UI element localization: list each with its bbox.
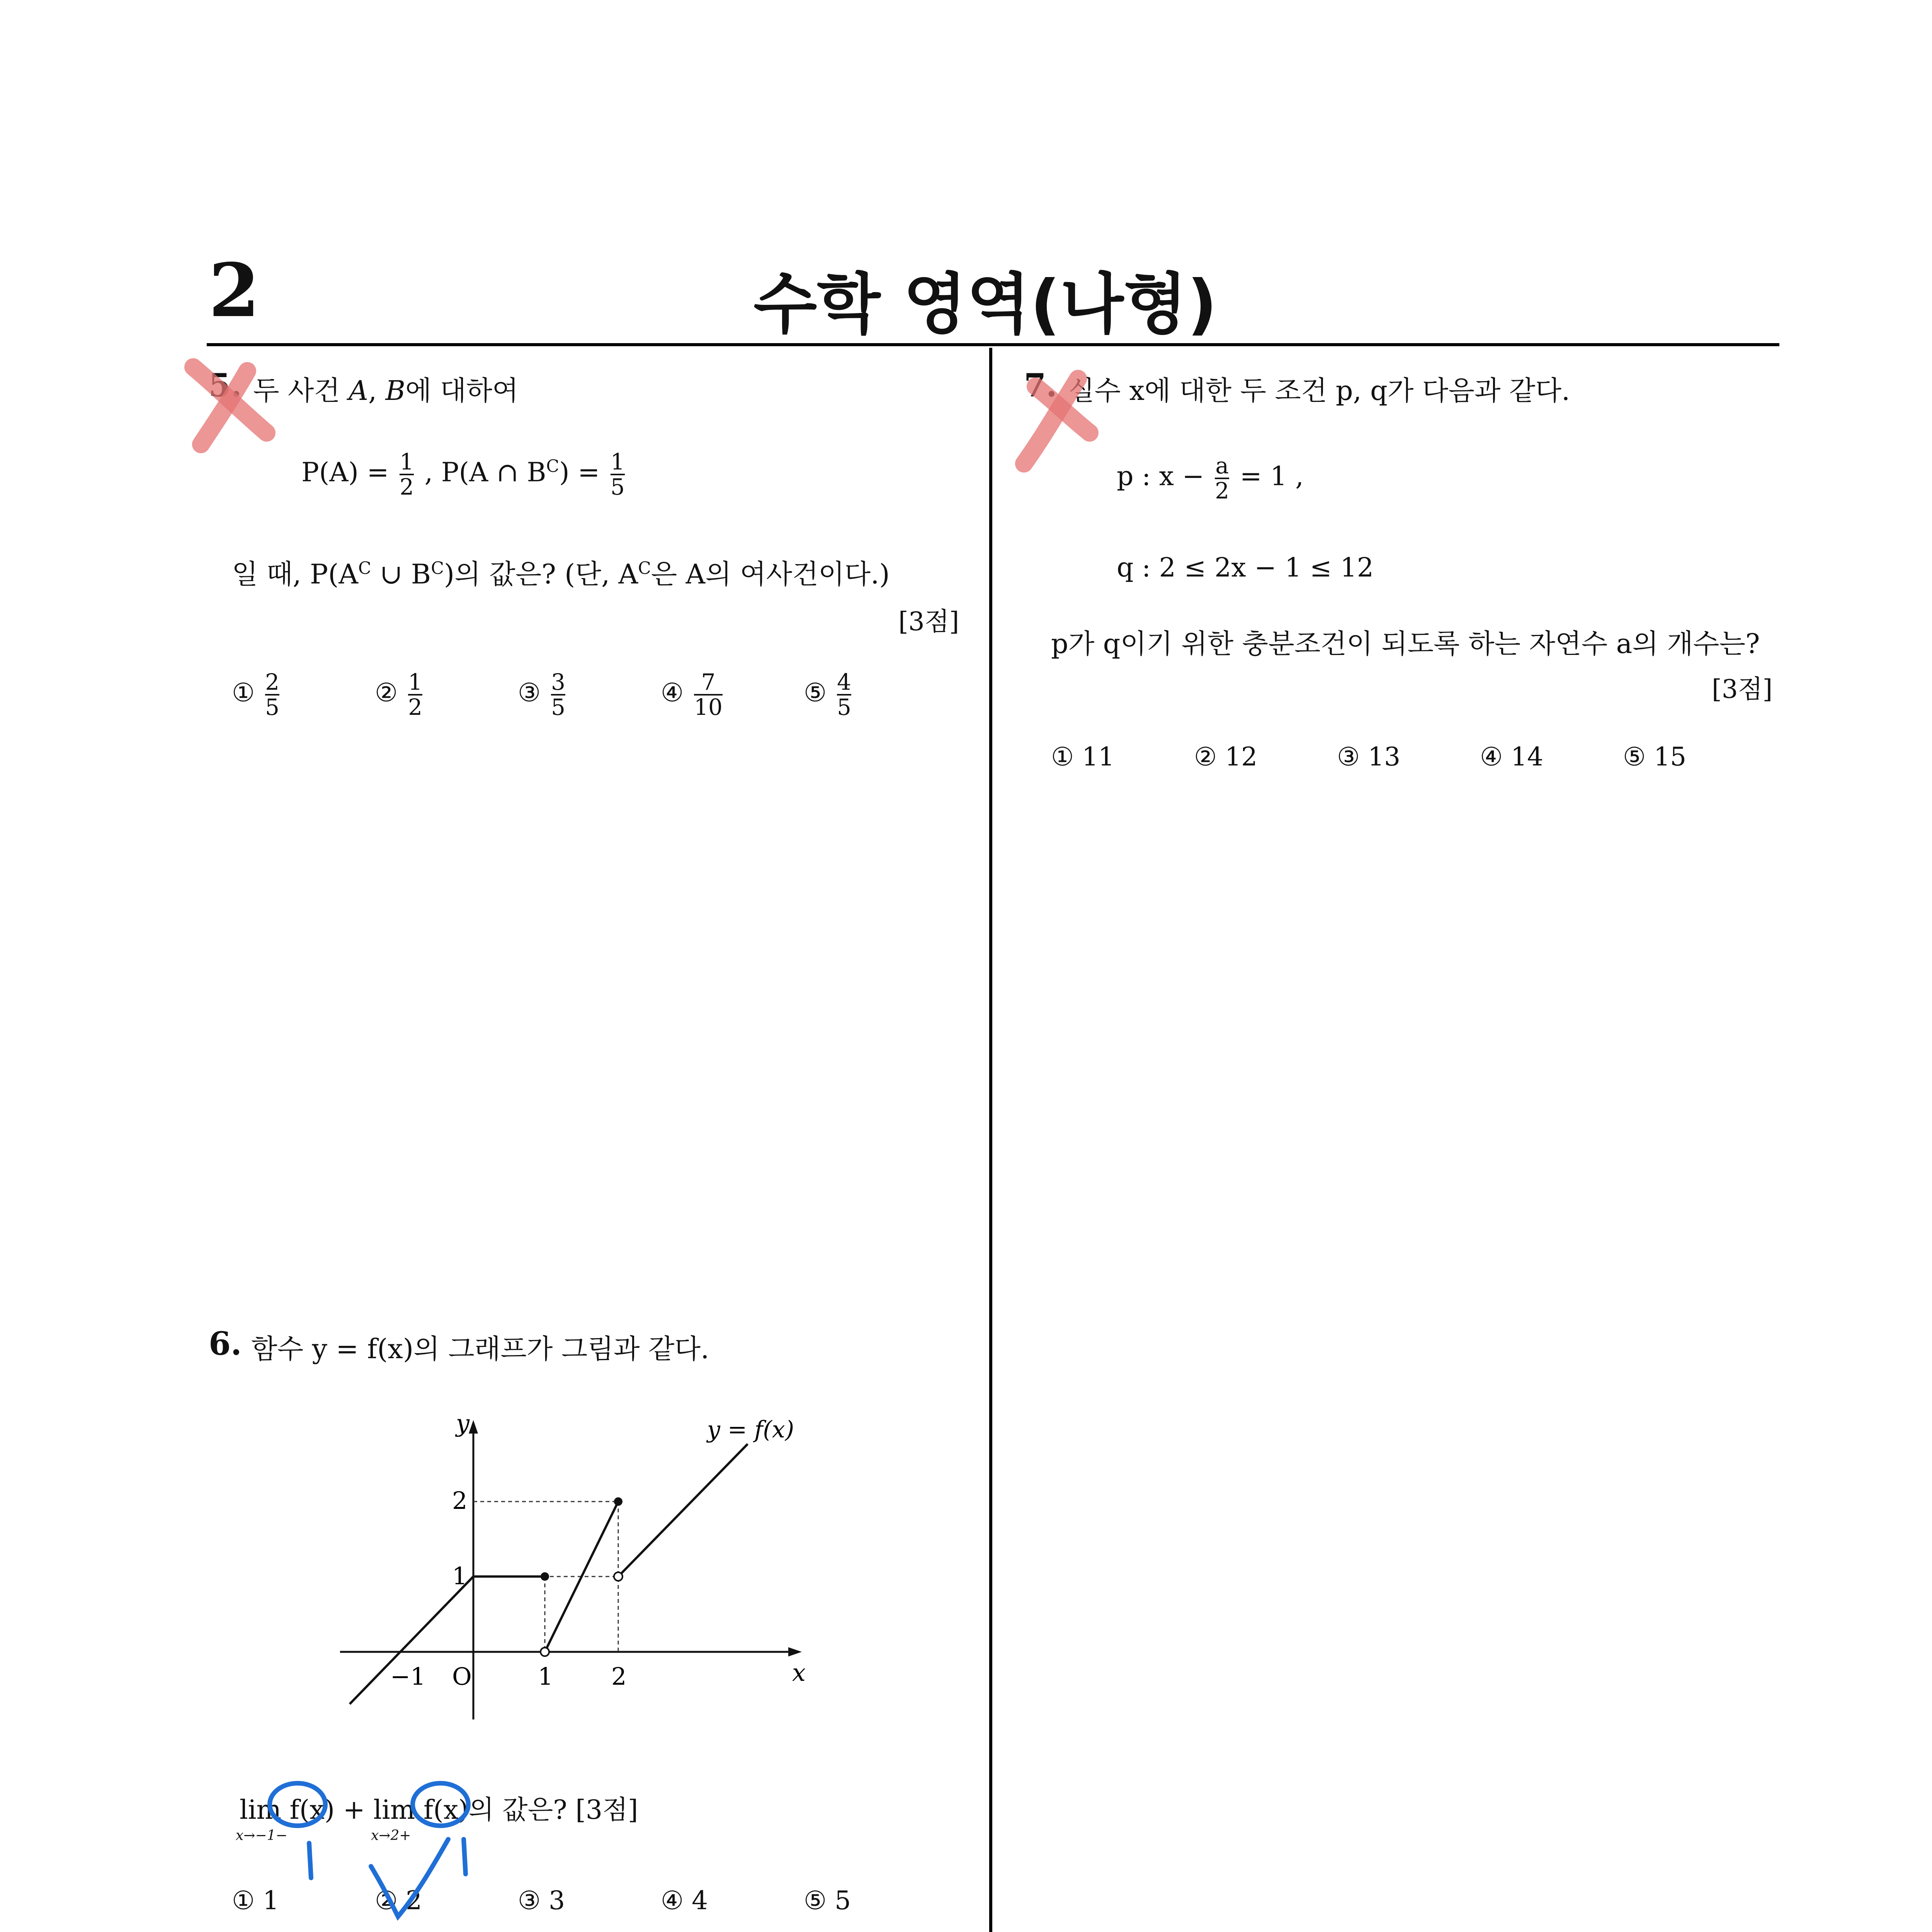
q5-choice-3[interactable]: ③ $\frac{3}{5}$ (518, 669, 566, 720)
q6-blue-annotations (270, 1783, 468, 1917)
q7-choice-1[interactable]: ① 11 (1051, 742, 1115, 772)
origin-label: O (452, 1662, 472, 1690)
q7-red-x-mark (1024, 379, 1090, 464)
q5-choice-5[interactable]: ⑤ $\frac{4}{5}$ (804, 669, 852, 720)
page-number: 2 (209, 247, 260, 333)
circle-mark-left (270, 1783, 325, 1826)
y-tick-1: 1 (452, 1562, 468, 1590)
exam-title: 수학 영역(나형) (753, 266, 1217, 343)
y-axis-label: y (456, 1414, 470, 1437)
limit-left-sub: x→−1− (236, 1828, 287, 1844)
q6-choice-3[interactable]: ③ 3 (518, 1886, 565, 1915)
q5-intro: 두 사건 A, B에 대하여 (253, 375, 519, 406)
q6-choice-2[interactable]: ② 2 (375, 1886, 422, 1915)
x-tick-2: 2 (611, 1662, 627, 1690)
x-tick-1: 1 (538, 1662, 553, 1690)
q6-number: 6. (209, 1325, 242, 1362)
q7-intro: 실수 x에 대한 두 조건 p, q가 다음과 같다. (1068, 375, 1570, 406)
tally-right (464, 1839, 466, 1874)
q7-condition-p: p : x − $\frac{a}{2}$ = 1 , (1117, 452, 1304, 504)
q5-choice-4[interactable]: ④ $\frac{7}{10}$ (661, 669, 723, 720)
q6-intro: 함수 y = f(x)의 그래프가 그림과 같다. (251, 1333, 709, 1365)
q7-choice-5[interactable]: ⑤ 15 (1623, 742, 1687, 772)
y-tick-2: 2 (452, 1486, 468, 1515)
q5-points: [3점] (898, 607, 959, 636)
q5-number: 5. (209, 367, 242, 404)
q6-choice-1[interactable]: ① 1 (232, 1886, 279, 1915)
curve-label: y = f(x) (707, 1416, 794, 1443)
q6-choice-4[interactable]: ④ 4 (661, 1886, 708, 1915)
limit-right: lim f(x) (373, 1795, 469, 1825)
tally-left (309, 1843, 311, 1878)
q5-question: 일 때, $P(A^C$ ∪ $B^C$)의 값은? (단, $A^C$은 A의 여사건이다.) (232, 558, 890, 590)
q7-condition-q: q : 2 ≤ 2x − 1 ≤ 12 (1117, 553, 1374, 583)
q5-red-x-mark (193, 367, 267, 444)
q7-number: 7. (1024, 367, 1057, 404)
limit-right-sub: x→2+ (371, 1828, 411, 1844)
q6-choice-5[interactable]: ⑤ 5 (804, 1886, 851, 1915)
q7-choice-3[interactable]: ③ 13 (1337, 742, 1401, 772)
x-tick-neg1: −1 (390, 1662, 426, 1690)
check-mark-icon (371, 1839, 448, 1917)
q5-choice-1[interactable]: ① $\frac{2}{5}$ (232, 669, 280, 720)
q7-question: p가 q이기 위한 충분조건이 되도록 하는 자연수 a의 개수는? (1051, 628, 1760, 660)
q5-given: P(A) = $\frac{1}{2}$ , P(A ∩ $B^C$) = $\frac{1}{5}$ (301, 449, 625, 500)
x-axis-label: x (792, 1658, 806, 1687)
circle-mark-right (413, 1783, 468, 1826)
q7-choice-2[interactable]: ② 12 (1194, 742, 1258, 772)
q6-question: lim f(x) + lim f(x)의 값은? [3점] (240, 1795, 638, 1825)
q7-points: [3점] (1712, 674, 1773, 704)
q5-choice-2[interactable]: ② $\frac{1}{2}$ (375, 669, 423, 720)
limit-left: lim f(x) (240, 1795, 335, 1825)
q7-choice-4[interactable]: ④ 14 (1480, 742, 1544, 772)
